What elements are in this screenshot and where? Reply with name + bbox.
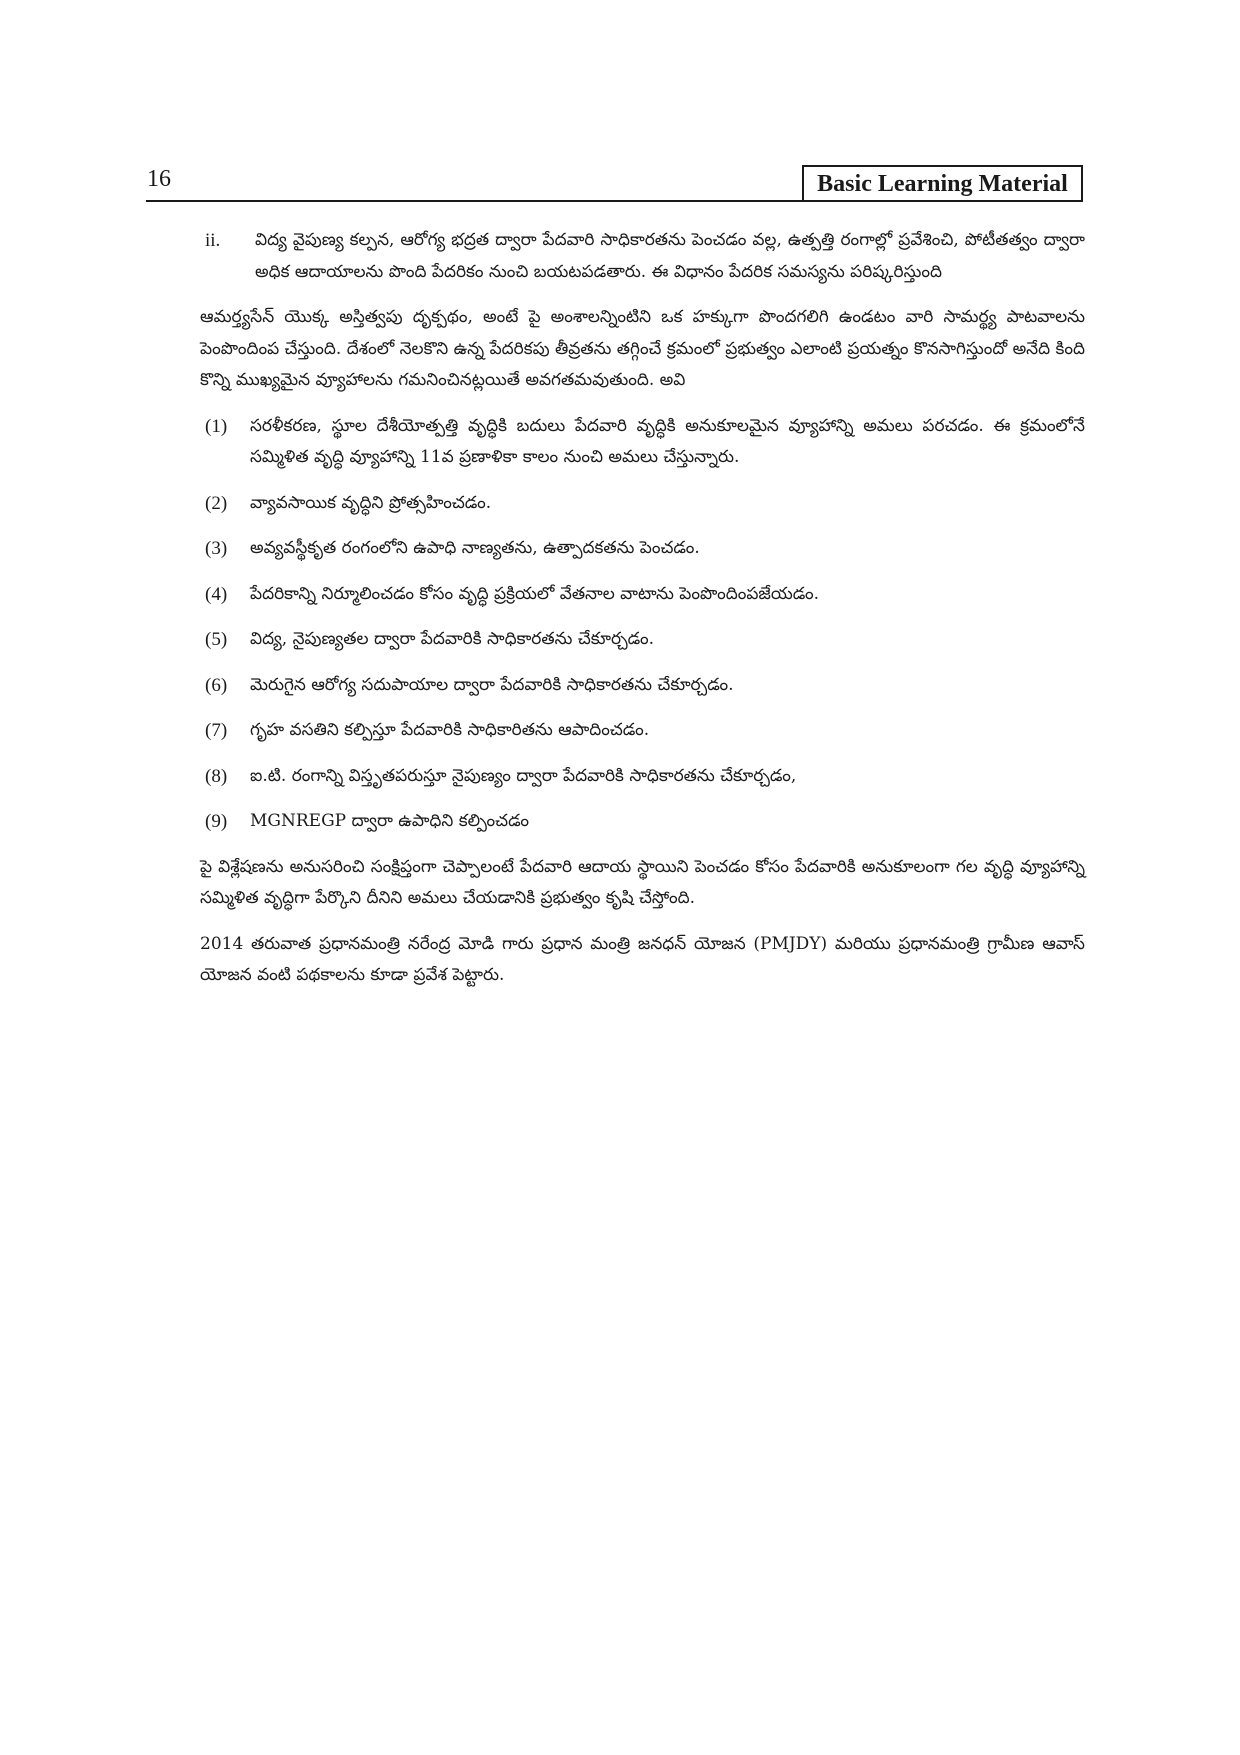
header-rule <box>146 200 1083 202</box>
list-number: (6) <box>205 674 228 696</box>
intro-paragraph: ఆమర్త్యసేన్ యొక్క అస్తిత్వపు దృక్పథం, అంటే పై అంశాలన్నింటిని ఒక హక్కుగా పొందగలిగి ఉండటం వారి సామర్థ్య పాటవాలను పెంపొందింప చేస్తుంది. దేశంలో నెలకొని ఉన్న పేదరికపు తీవ్రతను తగ్గించే క్రమంలో ప్రభుత్వం ఎలాంటి ప్రయత్నం కొనసాగిస్తుందో అనేది కింది కొన్ని ముఖ్యమైన వ్యూహాలను గమనించినట్లయితే అవగతమవుతుంది. అవి <box>200 307 1086 390</box>
list-item <box>205 411 1085 474</box>
list-item <box>205 579 1085 611</box>
page-number: 16 <box>147 166 171 192</box>
list-text: పేదరికాన్ని నిర్మూలించడం కోసం వృద్ధి ప్రక్రియలో వేతనాల వాటాను పెంపొందింపజేయడం. <box>250 583 820 604</box>
list-text: సరళీకరణ, స్థూల దేశీయోత్పత్తి వృద్ధికి బదులు పేదవారి వృద్ధికి అనుకూలమైన వ్యూహాన్ని అమలు పరచడం. ఈ క్రమంలోనే సమ్మిళిత వృద్ధి వ్యూహాన్ని 11వ ప్రణాళికా కాలం నుంచి అమలు చేస్తున్నారు. <box>250 415 1085 467</box>
list-number: (7) <box>205 720 228 741</box>
roman-list-number: ii. <box>205 230 221 251</box>
list-number: (9) <box>205 811 228 832</box>
page-body <box>200 225 1086 1006</box>
list-item <box>205 670 1085 702</box>
list-item <box>205 624 1085 656</box>
numbered-list <box>205 411 1085 838</box>
list-number: (1) <box>205 415 228 437</box>
list-text: మెరుగైన ఆరోగ్య సదుపాయాల ద్వారా పేదవారికి సాధికారతను చేకూర్చడం. <box>250 674 734 695</box>
list-text: MGNREGP ద్వారా ఉపాధిని కల్పించడం <box>250 811 530 831</box>
list-text: గృహ వసతిని కల్పిస్తూ పేదవారికి సాధికారితను ఆపాదించడం. <box>250 720 650 740</box>
running-header-title: Basic Learning Material <box>802 165 1083 200</box>
summary-paragraph: పై విశ్లేషణను అనుసరించి సంక్షిప్తంగా చెప్పాలంటే పేదవారి ఆదాయ స్థాయిని పెంచడం కోసం పేదవారికి అనుకూలంగా గల వృద్ధి వ్యూహాన్ని సమ్మిళిత వృద్ధిగా పేర్కొని దీనిని అమలు చేయడానికి ప్రభుత్వం కృషి చేస్తోంది. <box>200 856 1085 908</box>
list-item <box>205 533 1085 565</box>
list-item <box>205 488 1085 520</box>
list-text: ఐ.టి. రంగాన్ని విస్తృతపరుస్తూ నైపుణ్యం ద్వారా పేదవారికి సాధికారతను చేకూర్చడం, <box>250 765 797 786</box>
list-text: విద్య, నైపుణ్యతల ద్వారా పేదవారికి సాధికారతను చేకూర్చడం. <box>250 629 654 649</box>
list-item <box>205 806 1085 838</box>
list-text: అవ్యవస్థీకృత రంగంలోని ఉపాధి నాణ్యతను, ఉత్పాదకతను పెంచడం. <box>250 538 700 558</box>
list-number: (8) <box>205 765 228 787</box>
roman-list-text: విద్య వైపుణ్య కల్పన, ఆరోగ్య భద్రత ద్వారా పేదవారి సాధికారతను పెంచడం వల్ల, ఉత్పత్తి రంగాల్లో ప్రవేశించి, పోటీతత్వం ద్వారా అధిక ఆదాయాలను పొంది పేదరికం నుంచి బయటపడతారు. ఈ విధానం పేదరిక సమస్యను పరిష్కరిస్తుంది <box>255 230 1085 282</box>
list-text: వ్యావసాయిక వృద్ధిని ప్రోత్సహించడం. <box>250 492 492 513</box>
roman-list-item <box>205 225 1085 288</box>
list-number: (2) <box>205 492 228 514</box>
list-item <box>205 761 1085 793</box>
list-item <box>205 715 1085 747</box>
list-number: (3) <box>205 538 228 559</box>
list-number: (4) <box>205 583 228 605</box>
closing-paragraph: 2014 తరువాత ప్రధానమంత్రి నరేంద్ర మోడి గారు ప్రధాన మంత్రి జనధన్ యోజన (PMJDY) మరియు ప్రధానమంత్రి గ్రామీణ ఆవాస్ యోజన వంటి పథకాలను కూడా ప్రవేశ పెట్టారు. <box>200 933 1085 985</box>
list-number: (5) <box>205 629 228 650</box>
